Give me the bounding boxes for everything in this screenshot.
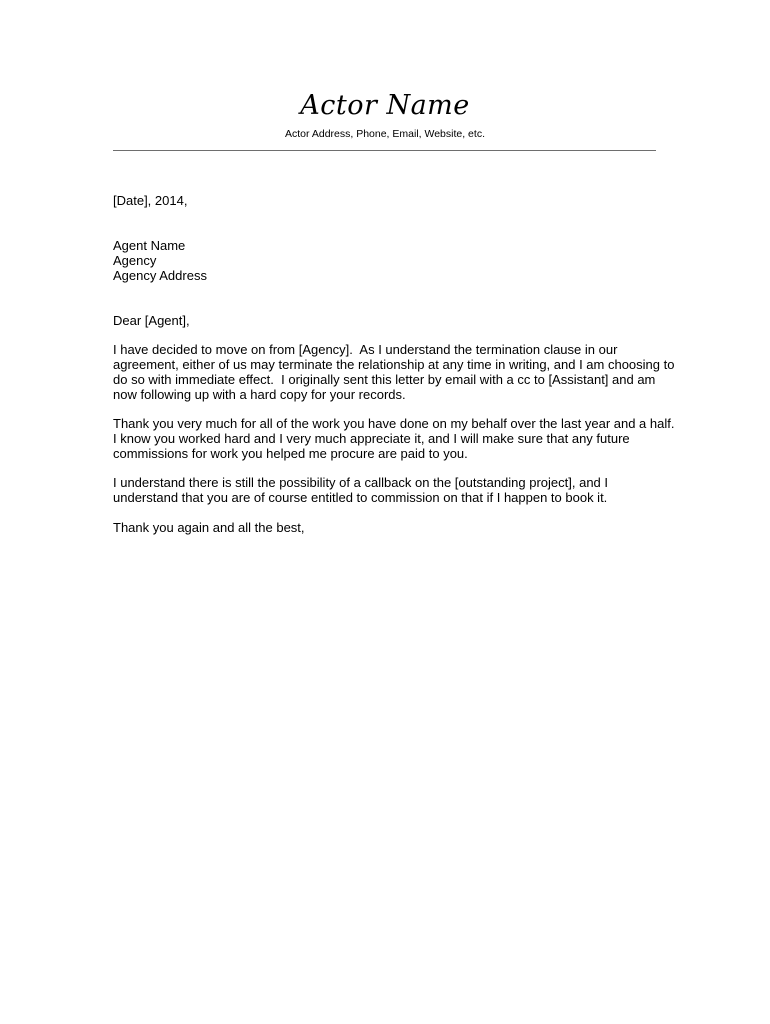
letterhead-divider [113, 150, 656, 151]
paragraph-1-line-1: I have decided to move on from [Agency]. As I understand the termination clause in our [113, 342, 618, 357]
paragraph-2-line-2: I know you worked hard and I very much appreciate it, and I will make sure that any future [113, 431, 630, 446]
recipient-address: Agency Address [113, 268, 207, 283]
recipient-name: Agent Name [113, 238, 186, 253]
salutation: Dear [Agent], [113, 313, 190, 328]
paragraph-1-line-2: agreement, either of us may terminate the relationship at any time in writing, and I am choosing to [113, 357, 675, 372]
paragraph-1-line-3: do so with immediate effect. I originally sent this letter by email with a cc to [Assistant] and am [113, 372, 656, 387]
paragraph-2-line-3: commissions for work you helped me procure are paid to you. [113, 446, 468, 461]
closing: Thank you again and all the best, [113, 520, 305, 535]
paragraph-3-line-2: understand that you are of course entitled to commission on that if I happen to book it. [113, 490, 608, 505]
date-line: [Date], 2014, [113, 193, 188, 208]
paragraph-2-line-1: Thank you very much for all of the work you have done on my behalf over the last year and a half. [113, 416, 675, 431]
recipient-agency: Agency [113, 253, 157, 268]
paragraph-3-line-1: I understand there is still the possibility of a callback on the [outstanding project], and I [113, 475, 609, 490]
letterhead-name: Actor Name [300, 90, 470, 121]
paragraph-1-line-4: now following up with a hard copy for your records. [113, 387, 406, 402]
letterhead-contact: Actor Address, Phone, Email, Website, etc. [285, 128, 485, 140]
